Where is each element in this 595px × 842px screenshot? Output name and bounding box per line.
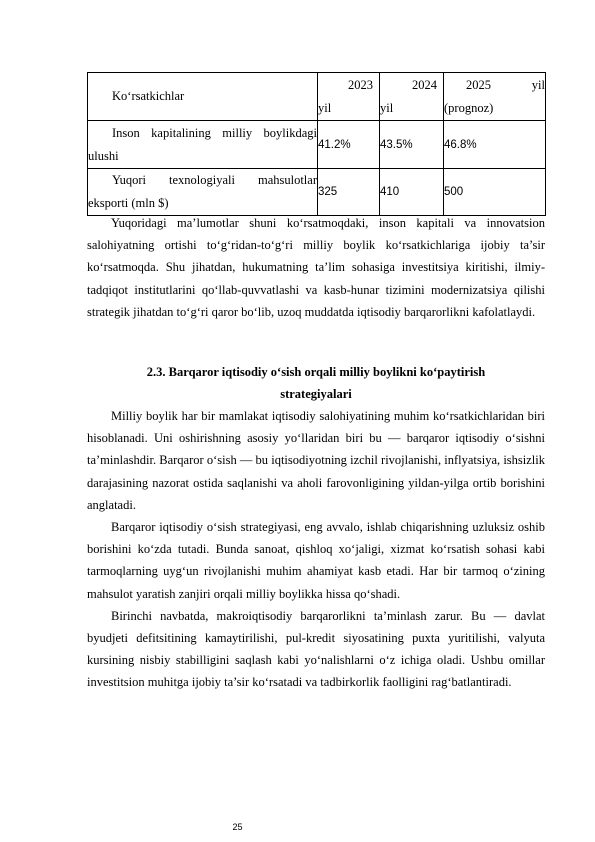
section-heading-line2: strategiyalari — [280, 387, 352, 402]
row-label — [88, 121, 318, 169]
value-2023: 41.2% — [318, 121, 380, 169]
paragraph: Barqaror iqtisodiy o‘sish strategiyasi, eng avvalo, ishlab chiqarishning uzluksiz oshib borishini ko‘zda tutadi. Bunda sanoat, qishloq xo‘jaligi, xizmat ko‘rsatish sohasi kabi tarmoqlarning uyg‘un rivojlanishi muhim ahamiyat kasb etadi. Har bir tarmoq o‘zining mahsulot yaratish zanjiri orqali milliy boylikka hissa qo‘shadi. — [87, 520, 545, 601]
paragraph-block-1 — [87, 212, 545, 323]
header-2024-bottom: yil — [380, 100, 394, 115]
header-2024-top: 2024 — [412, 77, 437, 92]
value-2024: 410 — [380, 169, 444, 216]
section-heading — [87, 361, 545, 405]
value-2025: 500 — [444, 169, 546, 216]
header-indicators — [88, 73, 318, 121]
header-indicators-text: Ko‘rsatkichlar — [112, 89, 185, 103]
section-heading-line1: 2.3. Barqaror iqtisodiy o‘sish orqali milliy boylikni ko‘paytirish — [146, 365, 486, 379]
paragraph: Milliy boylik har bir mamlakat iqtisodiy salohiyatining muhim ko‘rsatkichlaridan biri hisoblanadi. Uni oshirishning asosiy yo‘llaridan biri bu — barqaror iqtisodiy o‘sishni ta’minlashdir. Barqaror o‘sish — bu iqtisodiyotning izchil rivojlanishi, inflyatsiya, ishsizlik darajasining nazorat ostida saqlanishi va aholi farovonligining yildan-yilga ortib borishini anglatadi. — [87, 409, 545, 512]
value-2025: 46.8% — [444, 121, 546, 169]
table-row — [88, 169, 546, 216]
paragraph: Yuqoridagi ma’lumotlar shuni ko‘rsatmoqdaki, inson kapitali va innovatsion salohiyatning ortishi to‘g‘ridan-to‘g‘ri milliy boylik ko‘rsatkichlariga ijobiy ta’sir ko‘rsatmoqda. Shu jihatdan, hukumatning ta’lim sohasiga investitsiya kiritishi, ilmiy-tadqiqot institutlarini qo‘llab-quvvatlashi va kasb-hunar tizimini modernizatsiya qilishi strategik jihatdan to‘g‘ri qaror bo‘lib, uzoq muddatda iqtisodiy barqarorlikni kafolatlaydi. — [87, 216, 545, 319]
row-label-line2: ulushi — [88, 148, 119, 163]
page-number: 25 — [232, 822, 243, 832]
header-2024 — [380, 73, 444, 121]
row-label — [88, 169, 318, 216]
table-header-row — [88, 73, 546, 121]
value-2023: 325 — [318, 169, 380, 216]
header-2023 — [318, 73, 380, 121]
row-label-line1: Inson kapitalining milliy boylikdagi — [112, 125, 317, 140]
table-row — [88, 121, 546, 169]
indicators-table — [87, 72, 546, 216]
header-2023-top: 2023 — [348, 77, 373, 92]
paragraph: Birinchi navbatda, makroiqtisodiy barqarorlikni ta’minlash zarur. Bu — davlat byudjeti defitsitining kamaytirilishi, pul-kredit siyosatining puxta yuritilishi, valyuta kursining nisbiy stabilligini saqlash kabi yo‘nalishlarni o‘z ichiga oladi. Ushbu omillar investitsion muhitga ijobiy ta’sir ko‘rsatadi va tadbirkorlik faolligini rag‘batlantiradi. — [87, 608, 545, 690]
header-2025 — [444, 73, 546, 121]
row-label-line1: Yuqori texnologiyali mahsulotlar — [112, 173, 317, 187]
header-2025-bottom: (prognoz) — [444, 100, 494, 115]
header-2025-top: 2025 yil — [466, 77, 545, 92]
paragraph-block-2 — [87, 405, 545, 694]
value-2024: 43.5% — [380, 121, 444, 169]
row-label-line2: eksporti (mln $) — [88, 196, 169, 210]
header-2023-bottom: yil — [318, 100, 332, 115]
